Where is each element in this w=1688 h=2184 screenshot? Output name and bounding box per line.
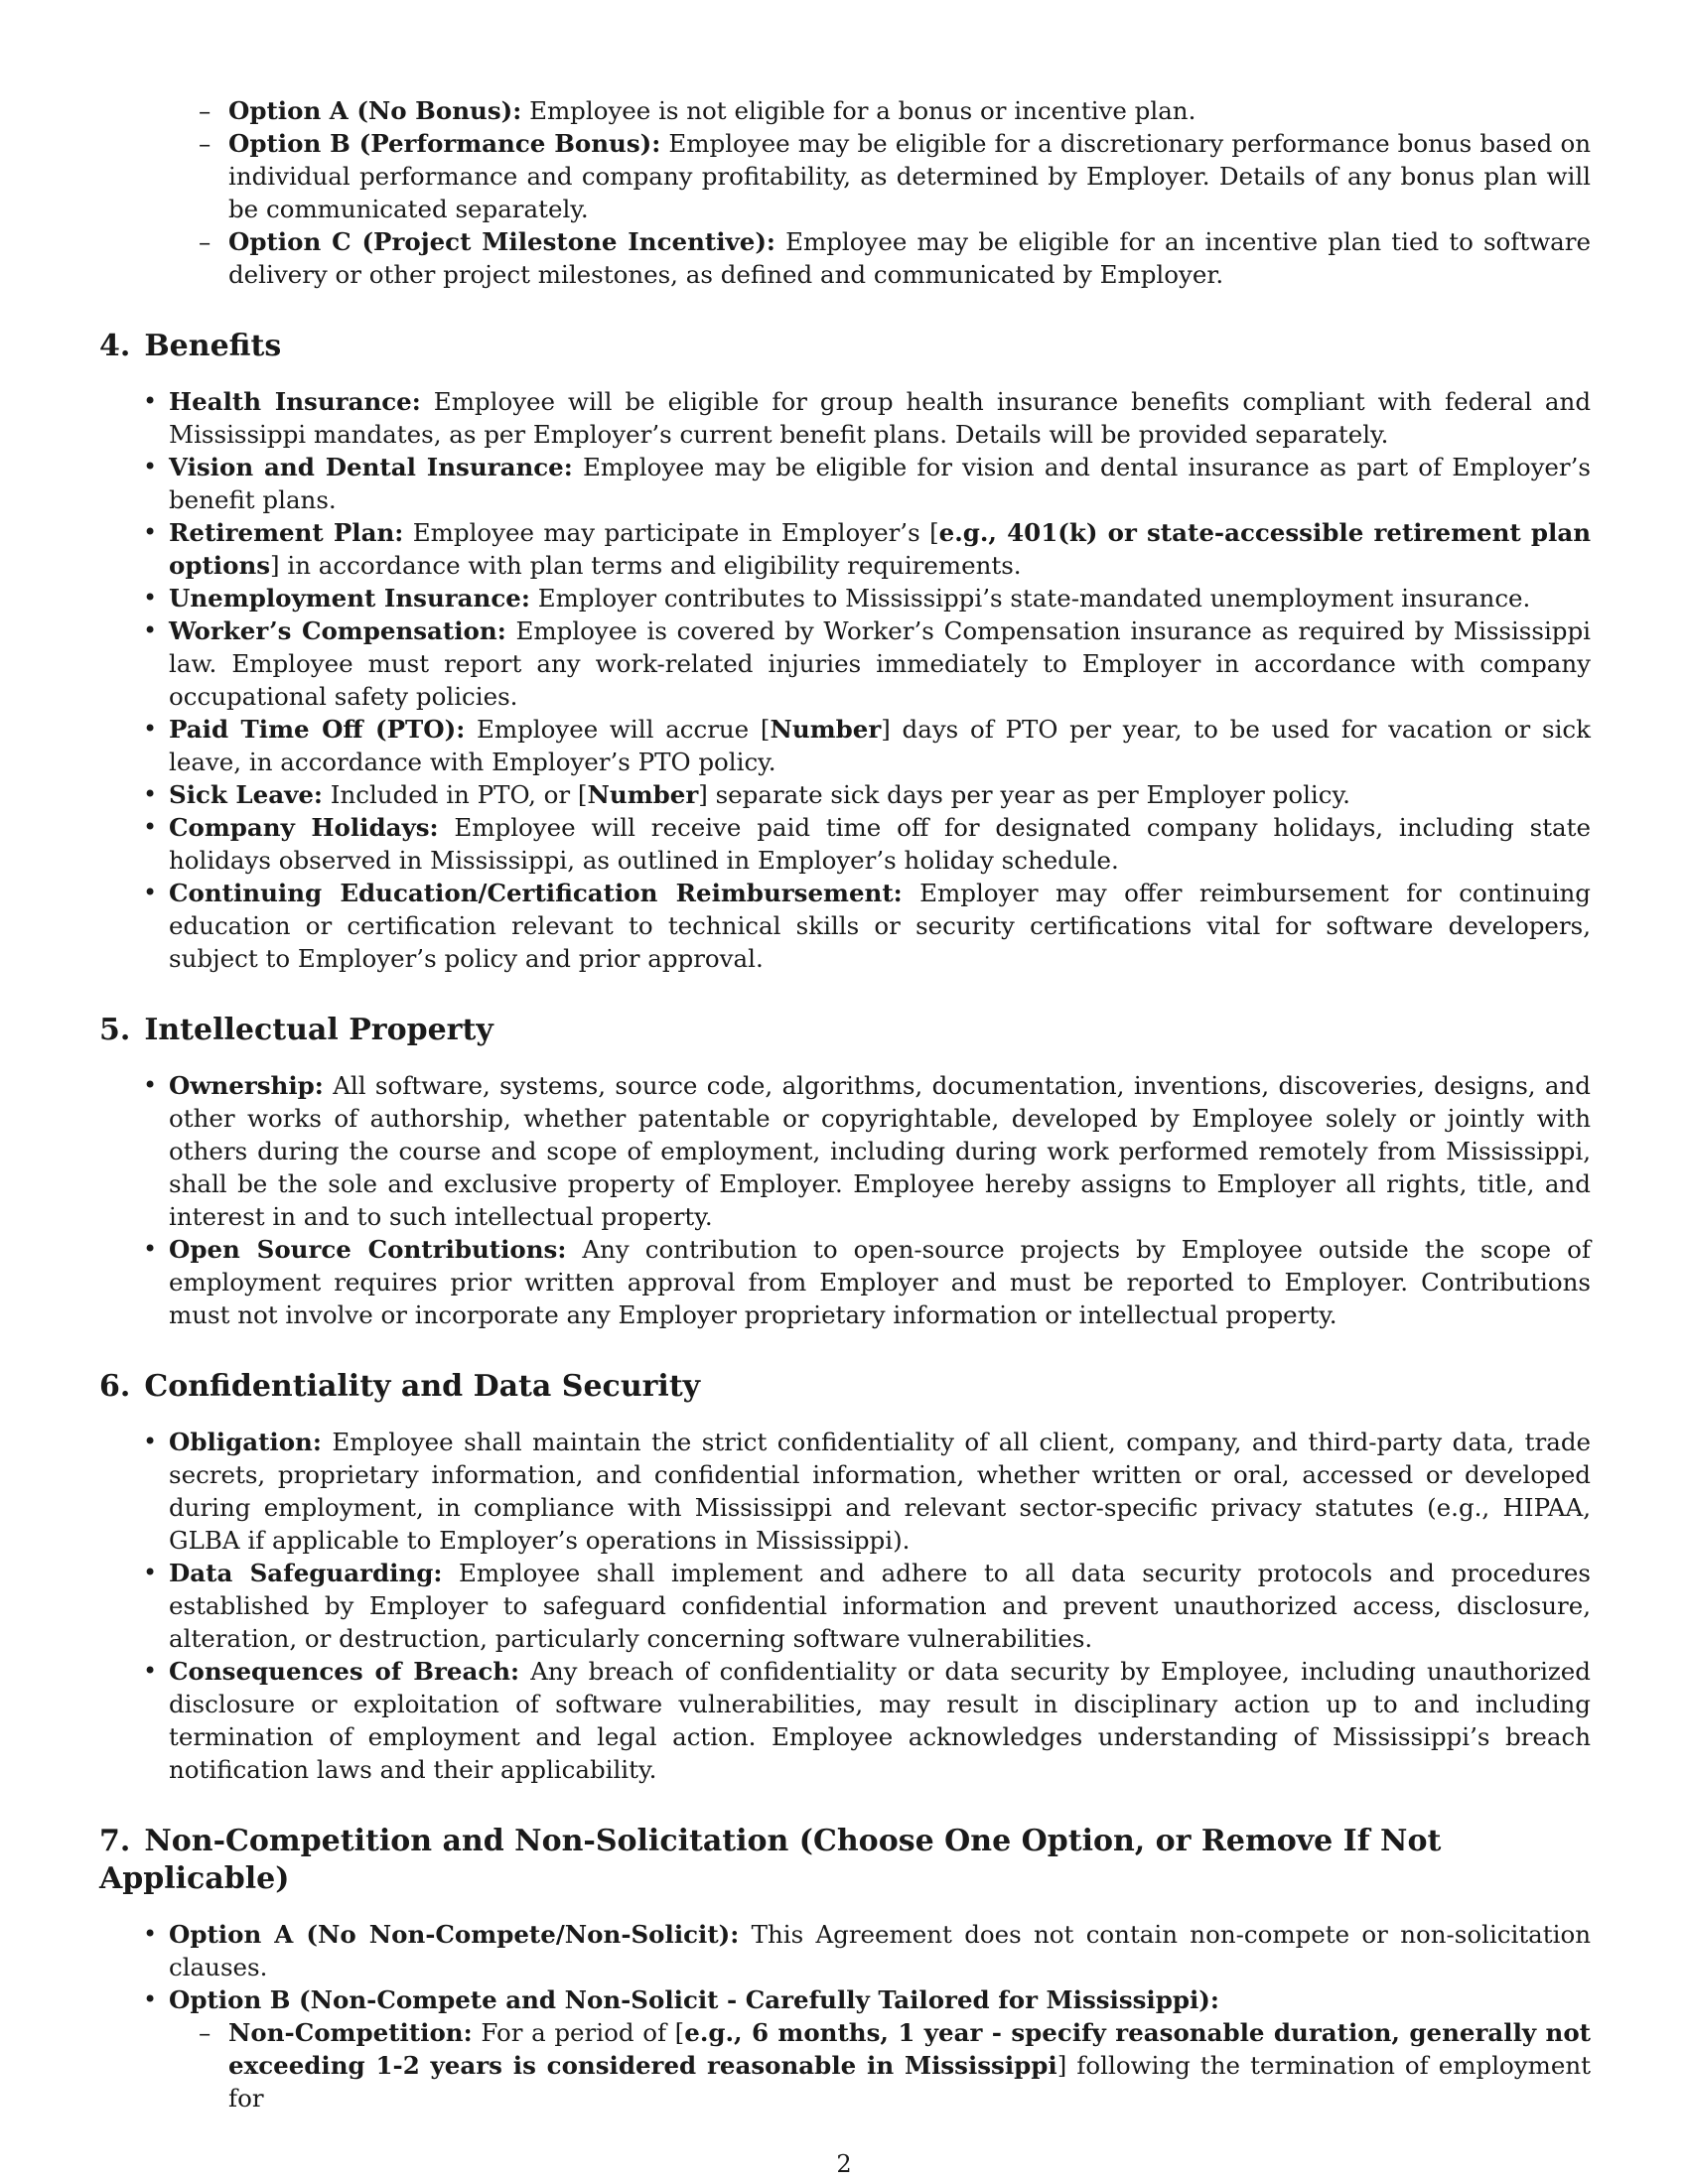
item-placeholder: e.g., 6 months, 1 year - specify reasonable duration, generally not exceeding 1-2 years is considered reasonable in Mississippi bbox=[228, 2018, 1591, 2080]
item-label: Retirement Plan: bbox=[169, 518, 404, 547]
item-placeholder: e.g., 401(k) or state-accessible retirement plan options bbox=[169, 518, 1592, 580]
section-7-heading bbox=[99, 1823, 1591, 1898]
section-4-title: Benefits bbox=[144, 329, 282, 363]
noncompete-list bbox=[99, 1918, 1591, 2115]
section-6-heading bbox=[99, 1368, 1591, 1406]
list-item bbox=[169, 516, 1591, 582]
item-text: Any contribution to open-source projects by Employee outside the scope of employment requires prior written approval from Employer and must be reported to Employer. Contributions must not involve or incorporate any Employer proprietary information or intellectual property. bbox=[169, 1235, 1592, 1329]
item-label: Consequences of Breach: bbox=[169, 1657, 520, 1686]
item-label: Sick Leave: bbox=[169, 780, 323, 809]
list-item bbox=[169, 385, 1591, 451]
item-text: Employee shall maintain the strict confidentiality of all client, company, and third-party data, trade secrets, proprietary information, and confidential information, whether written or oral, accessed or developed during employment, in compliance with Mississippi and relevant sector-specific privacy statutes (e.g., HIPAA, GLBA if applicable to Employer’s operations in Mississippi). bbox=[169, 1428, 1591, 1555]
section-4-number: 4. bbox=[99, 329, 131, 363]
item-text: Employer contributes to Mississippi’s state-mandated unemployment insurance. bbox=[529, 584, 1531, 613]
list-item bbox=[169, 811, 1591, 877]
list-item bbox=[169, 1557, 1591, 1655]
list-item bbox=[169, 1069, 1591, 1233]
item-label: Data Safeguarding: bbox=[169, 1559, 443, 1587]
bonus-option-c-label: Option C (Project Milestone Incentive): bbox=[228, 227, 775, 256]
item-text: Employee will be eligible for group health insurance benefits compliant with federal and Mississippi mandates, as per Employer’s current benefit plans. Details will be provided separately. bbox=[169, 387, 1591, 449]
item-text: Included in PTO, or [ bbox=[322, 780, 588, 809]
item-label: Open Source Contributions: bbox=[169, 1235, 567, 1264]
benefits-list bbox=[99, 385, 1591, 975]
section-4-heading bbox=[99, 328, 1591, 365]
item-label: Paid Time Off (PTO): bbox=[169, 715, 466, 744]
section-5-heading bbox=[99, 1012, 1591, 1049]
section-5-title: Intellectual Property bbox=[144, 1013, 493, 1047]
item-label: Option A (No Non-Compete/Non-Solicit): bbox=[169, 1920, 740, 1949]
list-item bbox=[169, 1918, 1591, 1983]
bonus-option-a bbox=[228, 94, 1591, 127]
item-text: Employee is covered by Worker’s Compensation insurance as required by Mississippi law. Employee must report any work-related injuries immediately to Employer in accordance with company occupational safety policies. bbox=[169, 616, 1591, 711]
list-item bbox=[169, 1983, 1591, 2115]
item-text: Employee will receive paid time off for designated company holidays, including state holidays observed in Mississippi, as outlined in Employer’s holiday schedule. bbox=[169, 813, 1592, 875]
item-text: For a period of [ bbox=[472, 2018, 685, 2047]
bonus-option-c bbox=[228, 225, 1591, 291]
item-text: ] following the termination of employment for bbox=[228, 2051, 1591, 2113]
item-text: ] separate sick days per year as per Employer policy. bbox=[698, 780, 1350, 809]
item-text: Employee will accrue [ bbox=[465, 715, 771, 744]
document-page bbox=[99, 94, 1591, 2115]
item-text: ] days of PTO per year, to be used for vacation or sick leave, in accordance with Employer’s PTO policy. bbox=[169, 715, 1591, 776]
section-6-number: 6. bbox=[99, 1369, 131, 1404]
item-label: Worker’s Compensation: bbox=[169, 616, 506, 645]
list-item bbox=[169, 582, 1591, 614]
item-label: Health Insurance: bbox=[169, 387, 421, 416]
item-text: Employee may participate in Employer’s [ bbox=[403, 518, 939, 547]
bonus-options-list bbox=[99, 94, 1591, 291]
item-label: Option B (Non-Compete and Non-Solicit - Carefully Tailored for Mississippi): bbox=[169, 1985, 1219, 2014]
item-label: Non-Competition: bbox=[228, 2018, 473, 2047]
item-label: Unemployment Insurance: bbox=[169, 584, 530, 613]
list-item bbox=[169, 614, 1591, 713]
bonus-option-a-label: Option A (No Bonus): bbox=[228, 96, 522, 125]
section-7-title: Non-Competition and Non-Solicitation (Choose One Option, or Remove If Not Applicable) bbox=[99, 1824, 1442, 1896]
bonus-option-a-text: Employee is not eligible for a bonus or incentive plan. bbox=[521, 96, 1196, 125]
item-label: Company Holidays: bbox=[169, 813, 439, 842]
item-label: Vision and Dental Insurance: bbox=[169, 453, 573, 481]
list-item bbox=[169, 713, 1591, 778]
item-text: Employee may be eligible for vision and dental insurance as part of Employer’s benefit plans. bbox=[169, 453, 1591, 514]
item-placeholder: Number bbox=[770, 715, 882, 744]
bonus-option-b-label: Option B (Performance Bonus): bbox=[228, 129, 661, 158]
option-b-sublist bbox=[169, 2016, 1591, 2115]
item-label: Continuing Education/Certification Reimbursement: bbox=[169, 879, 903, 907]
page-number: 2 bbox=[836, 2150, 852, 2178]
list-item bbox=[169, 1233, 1591, 1331]
list-item bbox=[169, 1426, 1591, 1557]
section-5-number: 5. bbox=[99, 1013, 131, 1047]
bonus-option-b-text: Employee may be eligible for a discretionary performance bonus based on individual performance and company profitability, as determined by Employer. Details of any bonus plan will be communicated separately. bbox=[228, 129, 1591, 223]
confidentiality-list bbox=[99, 1426, 1591, 1786]
list-item bbox=[169, 451, 1591, 516]
item-label: Obligation: bbox=[169, 1428, 322, 1456]
item-text: Employer may offer reimbursement for continuing education or certification relevant to technical skills or security certifications vital for software developers, subject to Employer’s policy and prior approval. bbox=[169, 879, 1591, 973]
section-7-number: 7. bbox=[99, 1824, 131, 1858]
item-text: This Agreement does not contain non-compete or non-solicitation clauses. bbox=[169, 1920, 1591, 1981]
section-6-title: Confidentiality and Data Security bbox=[144, 1369, 701, 1404]
item-text: Any breach of confidentiality or data security by Employee, including unauthorized disclosure or exploitation of software vulnerabilities, may result in disciplinary action up to and including termination of employment and legal action. Employee acknowledges understanding of Mississippi’s breach notification laws and their applicability. bbox=[169, 1657, 1591, 1784]
list-item bbox=[169, 1655, 1591, 1786]
item-placeholder: Number bbox=[587, 780, 699, 809]
list-item bbox=[169, 778, 1591, 811]
item-label: Ownership: bbox=[169, 1071, 324, 1100]
list-item bbox=[169, 877, 1591, 975]
item-text: ] in accordance with plan terms and eligibility requirements. bbox=[270, 551, 1022, 580]
item-text: Employee shall implement and adhere to all data security protocols and procedures established by Employer to safeguard confidential information and prevent unauthorized access, disclosure, alteration, or destruction, particularly concerning software vulnerabilities. bbox=[169, 1559, 1591, 1653]
noncompete-item bbox=[228, 2016, 1591, 2115]
bonus-option-b bbox=[228, 127, 1591, 225]
ip-list bbox=[99, 1069, 1591, 1331]
bonus-option-c-text: Employee may be eligible for an incentive plan tied to software delivery or other project milestones, as defined and communicated by Employer. bbox=[228, 227, 1591, 289]
item-text: All software, systems, source code, algorithms, documentation, inventions, discoveries, designs, and other works of authorship, whether patentable or copyrightable, developed by Employee solely or jointly with others during the course and scope of employment, including during work performed remotely from Mississippi, shall be the sole and exclusive property of Employer. Employee hereby assigns to Employer all rights, title, and interest in and to such intellectual property. bbox=[169, 1071, 1591, 1231]
